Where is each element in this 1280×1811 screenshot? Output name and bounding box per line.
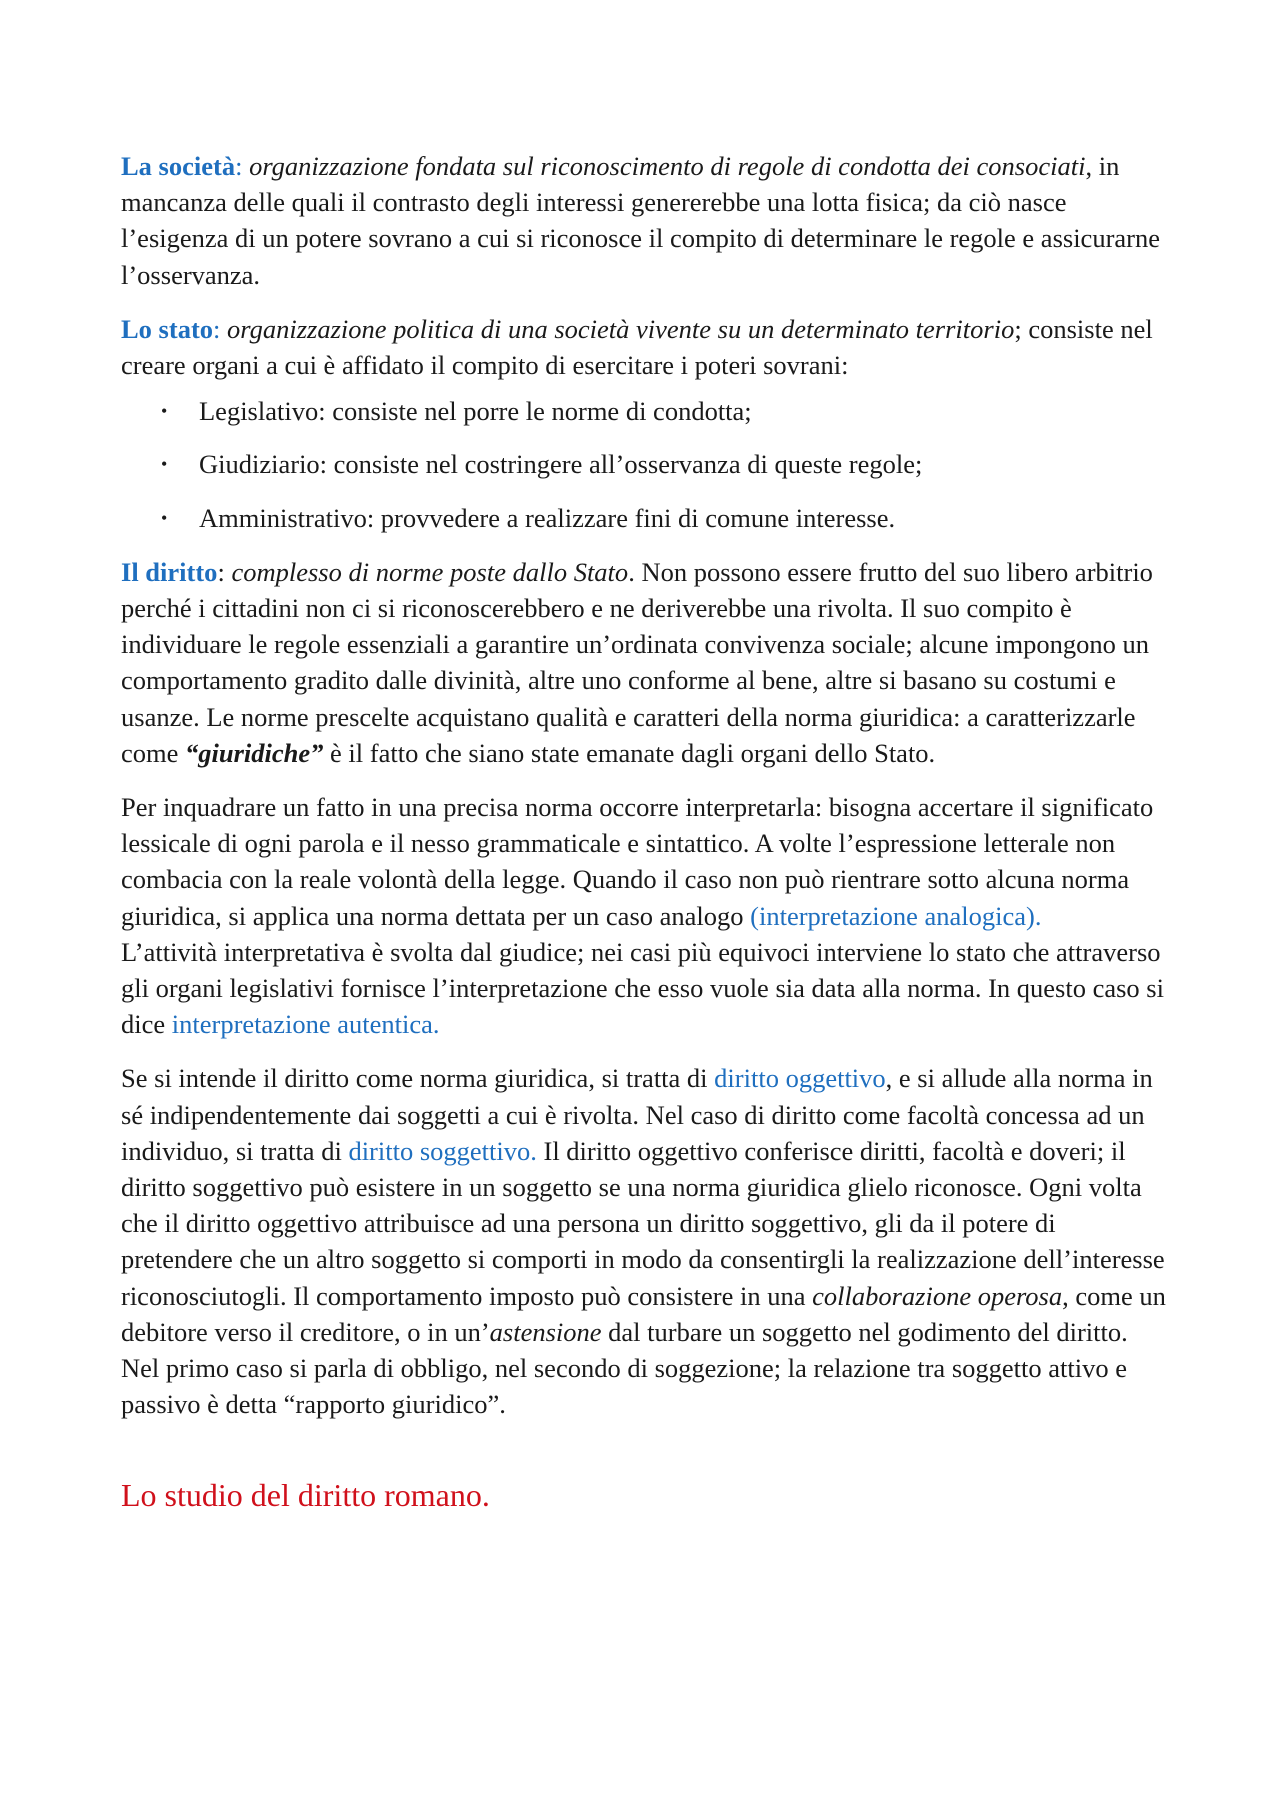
link-diritto-oggettivo: diritto oggettivo — [714, 1063, 886, 1094]
definition-stato: organizzazione politica di una società vivente su un determinato territorio — [227, 313, 1015, 344]
term-diritto: Il diritto — [121, 556, 218, 587]
list-item: • Giudiziario: consiste nel costringere all’osservanza di queste regole; — [121, 446, 1166, 482]
link-interpretazione-autentica: interpretazione autentica. — [171, 1009, 440, 1040]
term-stato: Lo stato — [121, 313, 214, 344]
paragraph-oggettivo: Se si intende il diritto come norma giuridica, si tratta di diritto oggettivo, e si allude alla norma in sé indipendentemente dai soggetti a cui è rivolta. Nel caso di diritto come facoltà concessa ad un individuo, si tratta di diritto soggettivo. Il diritto oggettivo conferisce diritti, facoltà e doveri; il diritto soggettivo può esistere in un soggetto se una norma giuridica glielo riconosce. Ogni volta che il diritto oggettivo attribuisce ad una persona un diritto soggettivo, gli da il potere di pretendere che un altro soggetto si comporti in modo da consentirgli la realizzazione dell’interesse riconosciutogli. Il comportamento imposto può consistere in una collaborazione operosa, come un debitore verso il creditore, o in un’astensione dal turbare un soggetto nel godimento del diritto. Nel primo caso si parla di obbligo, nel secondo di soggezione; la relazione tra soggetto attivo e passivo è detta “rapporto giuridico”. — [121, 1063, 1166, 1420]
bullet-icon: • — [161, 401, 168, 422]
powers-list — [121, 393, 1166, 536]
link-interpretazione-analogica: (interpretazione analogica). — [750, 900, 1042, 931]
term-societa: La società — [121, 151, 236, 181]
paragraph-societa: La società: organizzazione fondata sul riconoscimento di regole di condotta dei consociati, in mancanza delle quali il contrasto degli interessi genererebbe una lotta fisica; da ciò nasce l’esigenza di un potere sovrano a cui si riconosce il compito di determinare le regole e assicurarne l’osservanza. — [121, 151, 1160, 290]
paragraph-diritto: Il diritto: complesso di norme poste dallo Stato. Non possono essere frutto del suo libero arbitrio perché i cittadini non ci si riconoscerebbero e ne deriverebbe una rivolta. Il suo compito è individuare le regole essenziali a garantire un’ordinata convivenza sociale; alcune impongono un comportamento gradito dalle divinità, altre uno conforme al bene, altre si basano su costumi e usanze. Le norme prescelte acquistano qualità e caratteri della norma giuridica: a caratterizzarle come “giuridiche” è il fatto che siano state emanate dagli organi dello Stato. — [121, 556, 1153, 768]
document-page — [121, 148, 1166, 1515]
definition-societa: organizzazione fondata sul riconoscimento di regole di condotta dei consociati — [249, 151, 1086, 181]
paragraph-stato: Lo stato: organizzazione politica di una società vivente su un determinato territorio; consiste nel creare organi a cui è affidato il compito di esercitare i poteri sovrani: — [121, 313, 1153, 381]
list-item: • Amministrativo: provvedere a realizzare fini di comune interesse. — [121, 500, 1166, 536]
emphasis-giuridiche: “giuridiche” — [185, 737, 324, 768]
paragraph-interpretazione: Per inquadrare un fatto in una precisa norma occorre interpretarla: bisogna accertare il significato lessicale di ogni parola e il nesso grammaticale e sintattico. A volte l’espressione letterale non combacia con la reale volontà della legge. Quando il caso non può rientrare sotto alcuna norma giuridica, si applica una norma dettata per un caso analogo (interpretazione analogica). L’attività interpretativa è svolta dal giudice; nei casi più equivoci interviene lo stato che attraverso gli organi legislativi fornisce l’interpretazione che esso vuole sia data alla norma. In questo caso si dice interpretazione autentica. — [121, 792, 1164, 1040]
bullet-icon: • — [161, 507, 168, 528]
bullet-icon: • — [161, 454, 168, 475]
link-diritto-soggettivo: diritto soggettivo. — [348, 1135, 537, 1166]
list-item: • Legislativo: consiste nel porre le norme di condotta; — [121, 393, 1166, 429]
section-heading: Lo studio del diritto romano. — [121, 1476, 490, 1513]
definition-diritto: complesso di norme poste dallo Stato — [231, 556, 629, 587]
